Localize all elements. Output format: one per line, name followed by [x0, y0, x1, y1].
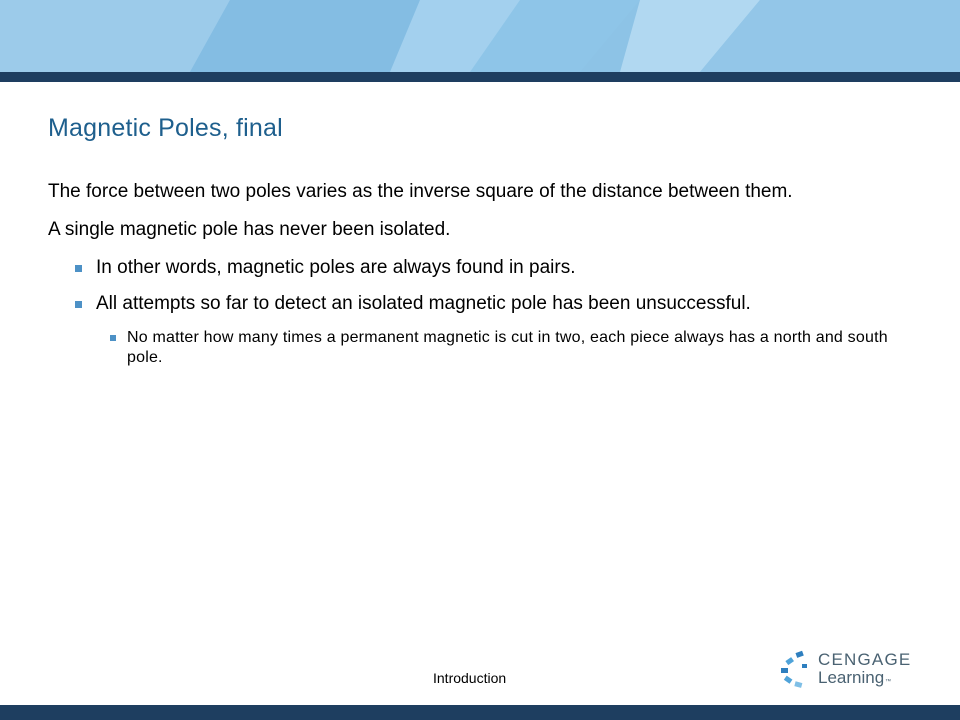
sub-bullet-item	[48, 328, 928, 368]
banner-stripes	[0, 0, 960, 72]
square-bullet-icon	[75, 265, 82, 272]
paragraph-isolated-pole: A single magnetic pole has never been isolated.	[48, 219, 451, 240]
footer-rule	[0, 705, 960, 720]
bullet-item	[48, 292, 928, 316]
header-rule	[0, 72, 960, 82]
cengage-logo	[780, 648, 920, 692]
slide-body	[48, 180, 928, 368]
square-bullet-icon	[75, 301, 82, 308]
logo-wordmark: CENGAGE	[818, 650, 912, 669]
header-banner	[0, 0, 960, 72]
footer-section-label: Introduction	[433, 670, 507, 686]
sub-bullet-text: No matter how many times a permanent magnetic is cut in two, each piece always has a north and south pole.	[127, 329, 888, 366]
paragraph-force: The force between two poles varies as the inverse square of the distance between them.	[48, 181, 793, 202]
logo-wordmark-sub: Learning™	[818, 668, 892, 687]
slide-title: Magnetic Poles, final	[48, 114, 283, 142]
square-bullet-icon	[110, 335, 116, 341]
bullet-item	[48, 256, 928, 280]
bullet-text: In other words, magnetic poles are always found in pairs.	[96, 257, 576, 278]
bullet-text: All attempts so far to detect an isolated magnetic pole has been unsuccessful.	[96, 293, 751, 314]
cengage-logo-icon	[780, 650, 812, 688]
